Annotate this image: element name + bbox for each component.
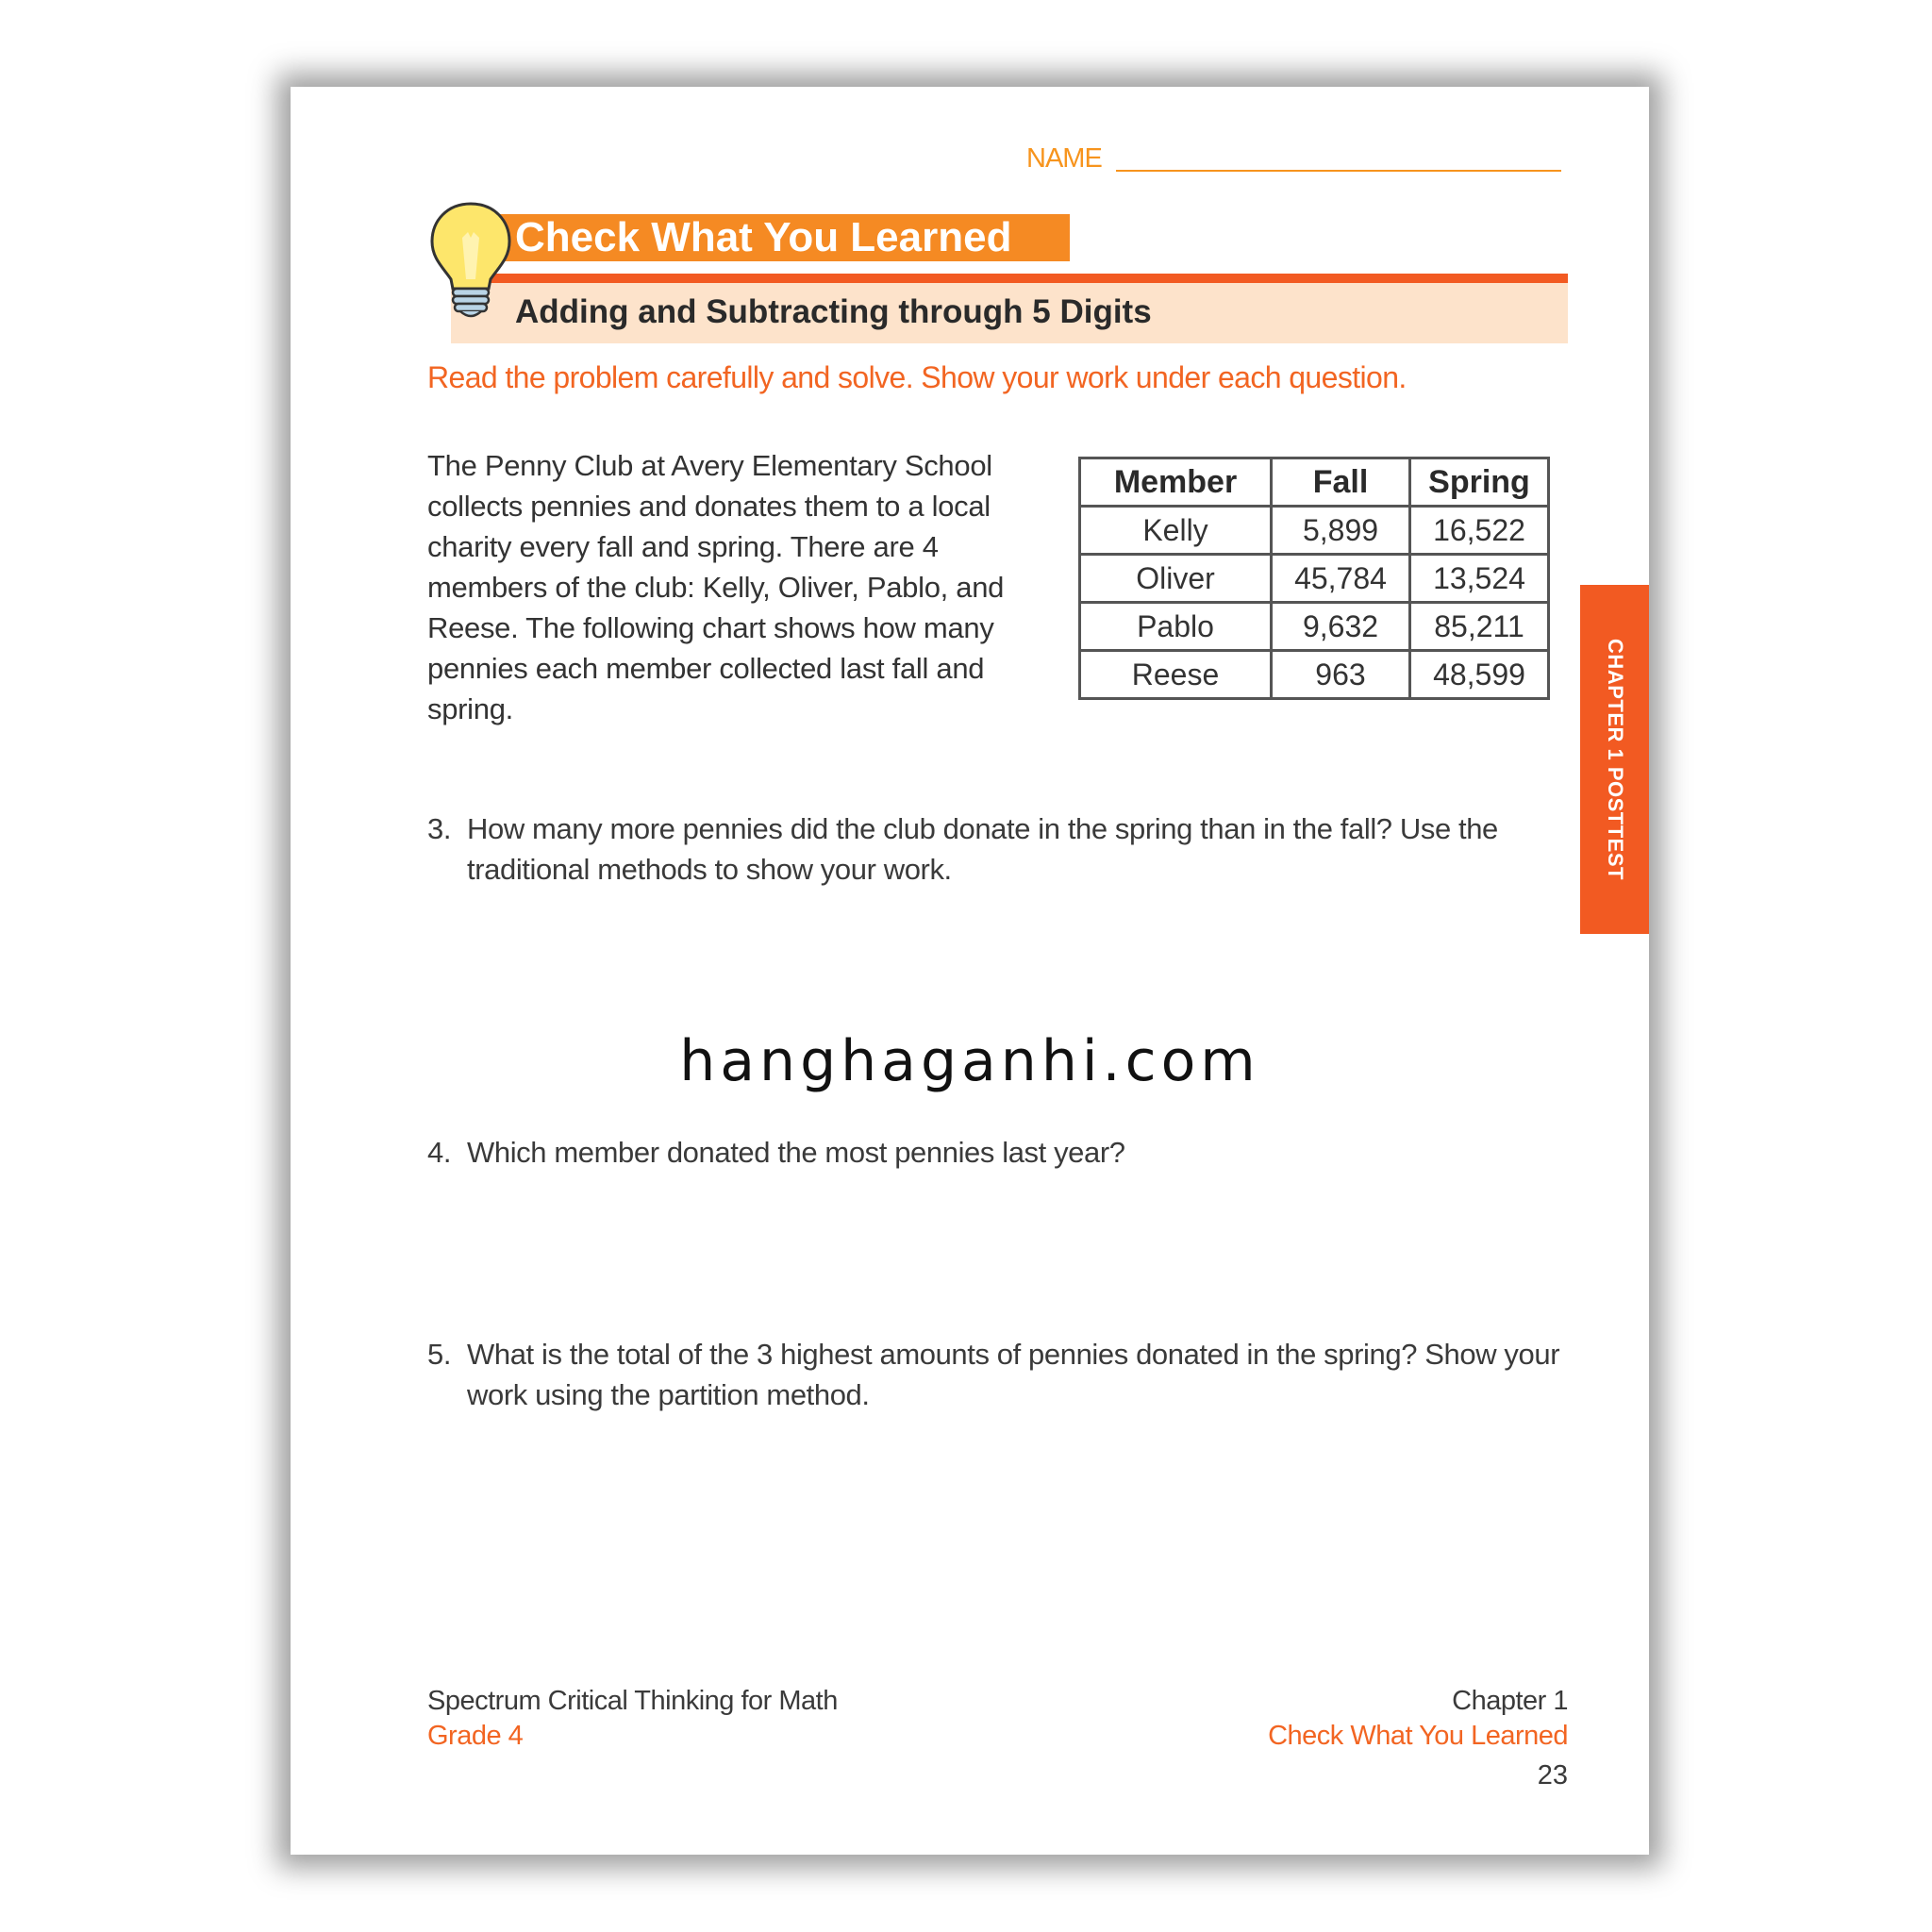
chapter-side-tab xyxy=(1580,585,1649,934)
table-row xyxy=(1080,555,1549,603)
name-label: NAME xyxy=(1026,143,1102,174)
question-number: 4. xyxy=(427,1136,452,1169)
fall-value: 45,784 xyxy=(1272,555,1410,603)
member-name: Reese xyxy=(1080,651,1272,699)
member-name: Oliver xyxy=(1080,555,1272,603)
fall-value: 5,899 xyxy=(1272,507,1410,555)
intro-paragraph: The Penny Club at Avery Elementary School collects pennies and donates them to a local charity every fall and spring. There are 4 members of the club: Kelly, Oliver, Pablo, and Reese. The following chart shows how many pennies each member collected last fall and spring. xyxy=(427,449,1005,725)
fall-value: 9,632 xyxy=(1272,603,1410,651)
page-number: 23 xyxy=(1537,1760,1568,1790)
member-name: Kelly xyxy=(1080,507,1272,555)
table-header-row xyxy=(1080,458,1549,507)
question-4 xyxy=(427,1132,1574,1173)
header-fall: Fall xyxy=(1272,458,1410,507)
member-name: Pablo xyxy=(1080,603,1272,651)
question-number: 5. xyxy=(427,1338,452,1371)
table-row xyxy=(1080,507,1549,555)
table-row xyxy=(1080,651,1549,699)
question-text: What is the total of the 3 highest amounts of pennies donated in the spring? Show your work using the partition method. xyxy=(467,1338,1560,1411)
question-number: 3. xyxy=(427,812,452,845)
fall-value: 963 xyxy=(1272,651,1410,699)
name-field-line[interactable] xyxy=(1116,170,1561,172)
footer-book-title: Spectrum Critical Thinking for Math xyxy=(427,1686,838,1716)
question-3 xyxy=(427,808,1574,890)
spring-value: 85,211 xyxy=(1410,603,1549,651)
footer-chapter: Chapter 1 xyxy=(1452,1686,1568,1716)
spring-value: 13,524 xyxy=(1410,555,1549,603)
question-text: Which member donated the most pennies last year? xyxy=(467,1136,1125,1169)
question-5 xyxy=(427,1334,1574,1415)
header-rule xyxy=(451,274,1568,283)
header-spring: Spring xyxy=(1410,458,1549,507)
footer-grade: Grade 4 xyxy=(427,1721,524,1751)
spring-value: 48,599 xyxy=(1410,651,1549,699)
page-subtitle: Adding and Subtracting through 5 Digits xyxy=(515,293,1152,330)
footer-section: Check What You Learned xyxy=(1268,1721,1568,1751)
instructions: Read the problem carefully and solve. Show your work under each question. xyxy=(427,360,1407,394)
spring-value: 16,522 xyxy=(1410,507,1549,555)
watermark: hanghaganhi.com xyxy=(679,1028,1260,1094)
question-text: How many more pennies did the club donate in the spring than in the fall? Use the traditional methods to show your work. xyxy=(467,812,1498,886)
page-title: Check What You Learned xyxy=(515,214,1012,260)
pennies-table xyxy=(1078,457,1550,700)
side-tab-label: CHAPTER 1 POSTTEST xyxy=(1603,639,1627,880)
lightbulb-icon xyxy=(428,200,513,323)
table-row xyxy=(1080,603,1549,651)
worksheet-page xyxy=(291,87,1649,1855)
header-member: Member xyxy=(1080,458,1272,507)
